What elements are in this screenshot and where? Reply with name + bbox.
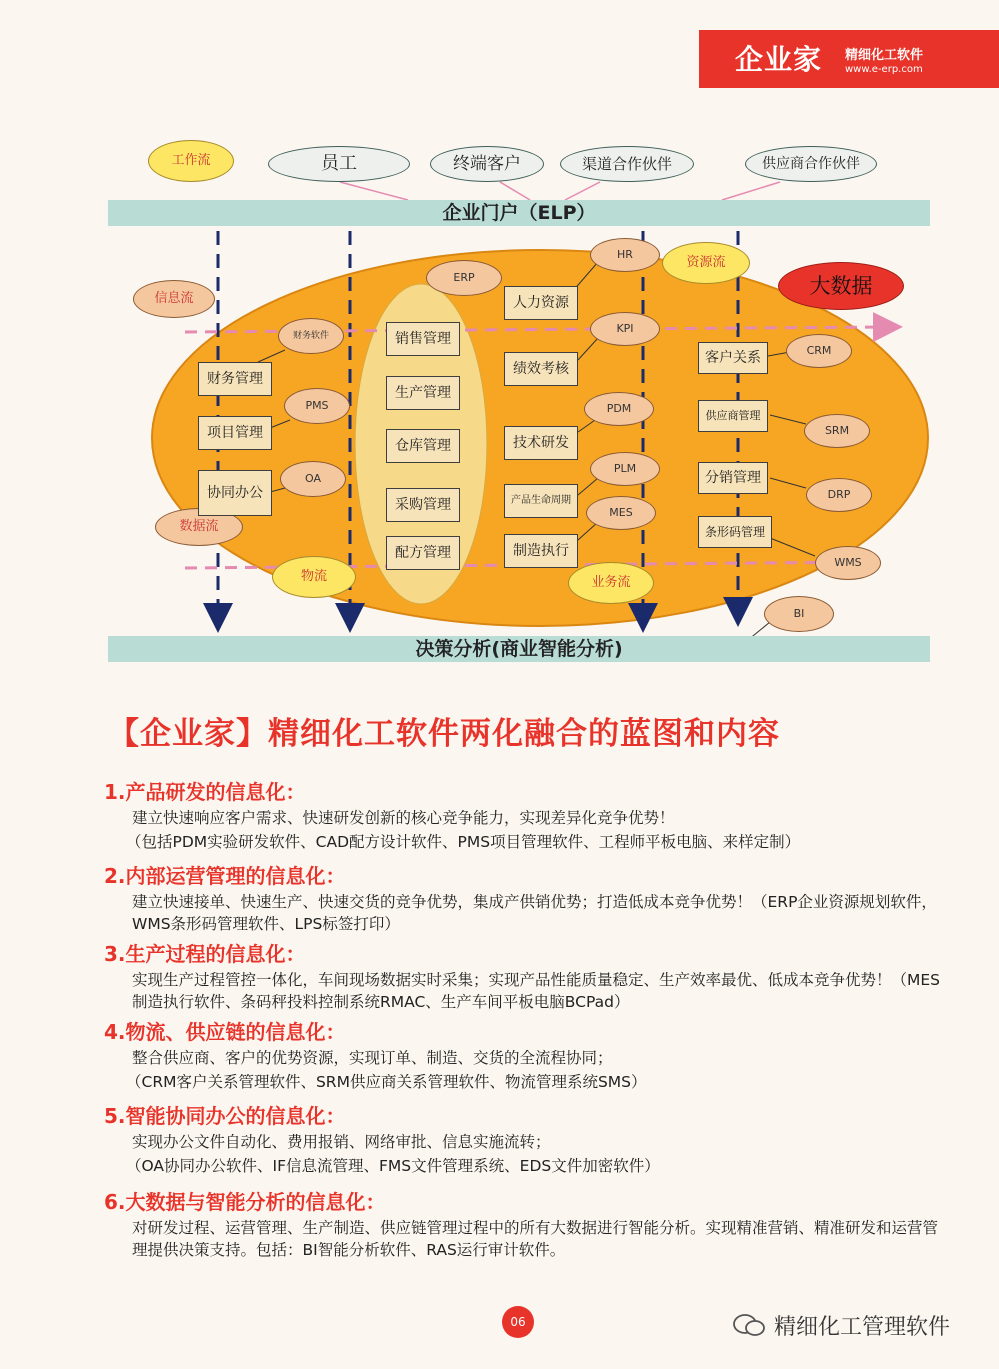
brand-name: 企业家 [735,43,823,76]
box-warehouse: 仓库管理 [386,429,460,463]
section-4 [104,1016,954,1093]
tag-drp: DRP [806,478,872,512]
tag-crm: CRM [786,334,852,368]
section-text: （包括PDM实验研发软件、CAD配方设计软件、PMS项目管理软件、工程师平板电脑、来样定制） [126,833,801,851]
box-purchase: 采购管理 [386,488,460,522]
box-formula: 配方管理 [386,536,460,570]
section-text: 实现生产过程管控一体化，车间现场数据实时采集；实现产品性能质量稳定、生产效率最优、低成本竞争优势！（MES制造执行软件、条码秤投料控制系统RMAC、生产车间平板电脑BCPad） [132,971,941,1011]
section-heading: 5.智能协同办公的信息化： [104,1104,346,1128]
bubble-data-flow: 数据流 [155,508,243,546]
section-text: （CRM客户关系管理软件、SRM供应商关系管理软件、物流管理系统SMS） [126,1073,647,1091]
box-collab: 协同办公 [198,470,272,516]
bubble-big-data: 大数据 [778,262,904,310]
bubble-end-customer: 终端客户 [430,146,544,182]
section-text: 整合供应商、客户的优势资源，实现订单、制造、交货的全流程协同； [132,1049,613,1067]
footer-account: 精细化工管理软件 [774,1315,951,1340]
bubble-business-flow: 业务流 [568,562,654,604]
box-mes: 制造执行 [504,534,578,568]
box-kpi: 绩效考核 [504,352,578,386]
section-heading: 3.生产过程的信息化： [104,942,306,966]
section-heading: 6.大数据与智能分析的信息化： [104,1190,386,1214]
bubble-info-flow: 信息流 [133,280,215,318]
section-5 [104,1100,954,1177]
page-title: 【企业家】精细化工软件两化融合的蓝图和内容 [108,716,780,752]
tag-plm: PLM [590,452,660,486]
bubble-resource-flow: 资源流 [662,242,750,284]
box-project: 项目管理 [198,416,272,450]
bubble-supplier-partner: 供应商合作伙伴 [745,146,877,182]
box-crm: 客户关系 [698,342,768,374]
portal-bar: 企业门户（ELP） [108,200,930,226]
section-text: 实现办公文件自动化、费用报销、网络审批、信息实施流转； [132,1133,551,1151]
section-3 [104,938,954,1013]
bubble-employee: 员工 [268,146,410,182]
tag-bi: BI [764,596,834,632]
tag-finance-software: 财务软件 [278,318,344,354]
wechat-icon [732,1313,766,1337]
tag-hr: HR [590,238,660,272]
bubble-workflow: 工作流 [148,140,234,182]
tag-kpi: KPI [590,312,660,346]
box-wms: 条形码管理 [698,516,772,548]
page-number: 06 [502,1306,534,1338]
section-heading: 2.内部运营管理的信息化： [104,864,346,888]
box-finance: 财务管理 [198,362,272,396]
box-rnd: 技术研发 [504,426,578,460]
section-2 [104,860,954,935]
section-text: 建立快速响应客户需求、快速研发创新的核心竞争能力，实现差异化竞争优势！ [132,809,675,827]
tag-srm: SRM [804,414,870,448]
section-text: 建立快速接单、快速生产、快速交货的竞争优势，集成产供销优势；打造低成本竞争优势！（ERP企业资源规划软件，WMS条形码管理软件、LPS标签打印） [132,893,937,933]
box-drp: 分销管理 [698,462,768,494]
box-hr: 人力资源 [504,286,578,320]
decision-bar: 决策分析(商业智能分析) [108,636,930,662]
section-1 [104,776,954,853]
box-sales: 销售管理 [386,322,460,356]
box-production: 生产管理 [386,376,460,410]
tag-erp: ERP [426,260,502,296]
tag-pms: PMS [284,388,350,424]
tag-mes: MES [586,496,656,530]
tag-pdm: PDM [584,392,654,426]
section-text: 对研发过程、运营管理、生产制造、供应链管理过程中的所有大数据进行智能分析。实现精准营销、精准研发和运营管理提供决策支持。包括：BI智能分析软件、RAS运行审计软件。 [132,1219,939,1259]
bubble-channel-partner: 渠道合作伙伴 [560,146,694,182]
box-plm: 产品生命周期 [504,484,578,518]
section-heading: 1.产品研发的信息化： [104,780,306,804]
box-srm: 供应商管理 [698,400,768,432]
brand-url: www.e-erp.com [845,64,923,75]
brand-tagline: 精细化工软件 [845,48,924,63]
tag-oa: OA [280,461,346,497]
bubble-logistics-flow: 物流 [272,556,356,598]
section-6 [104,1186,954,1261]
section-text: （OA协同办公软件、IF信息流管理、FMS文件管理系统、EDS文件加密软件） [126,1157,660,1175]
tag-wms: WMS [815,546,881,580]
section-heading: 4.物流、供应链的信息化： [104,1020,346,1044]
